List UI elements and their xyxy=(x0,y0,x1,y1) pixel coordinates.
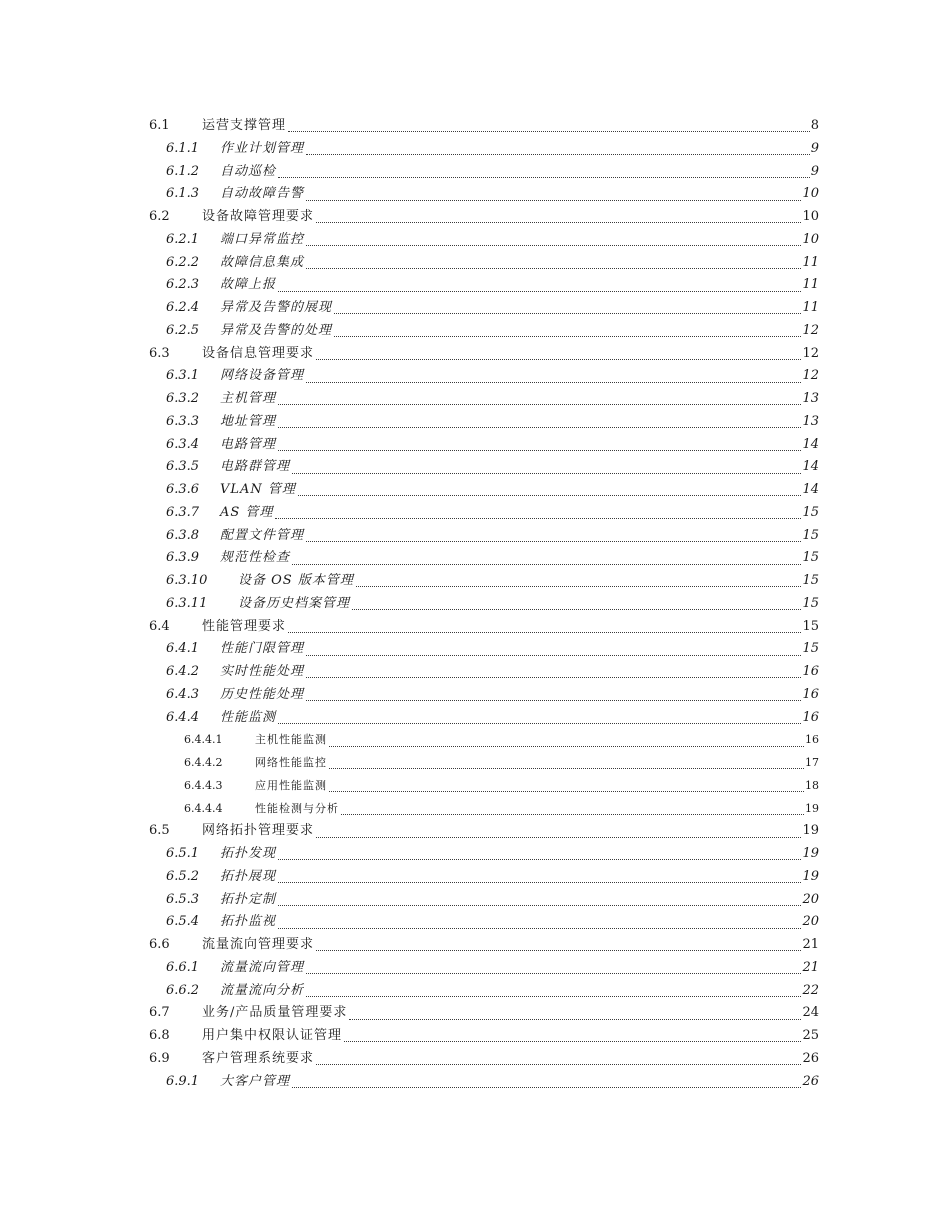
toc-entry-page-number: 10 xyxy=(802,231,819,247)
toc-entry[interactable] xyxy=(0,502,950,525)
toc-entry-line xyxy=(220,547,819,570)
toc-entry-page-number: 11 xyxy=(802,254,819,270)
toc-entry-number: 6.2 xyxy=(149,209,170,224)
toc-entry-number: 6.4.4.1 xyxy=(184,733,223,747)
toc-entry-number: 6.6.2 xyxy=(166,982,200,998)
table-of-contents xyxy=(0,115,950,1093)
toc-entry-number: 6.4.4.2 xyxy=(184,756,223,769)
toc-entry-page-number: 20 xyxy=(802,914,819,930)
dot-leader xyxy=(329,745,804,747)
toc-entry-page-number: 15 xyxy=(802,504,819,520)
toc-entry-number: 6.4.2 xyxy=(166,664,200,679)
dot-leader xyxy=(356,585,802,587)
toc-entry[interactable] xyxy=(0,1048,950,1071)
dot-leader xyxy=(306,540,801,542)
toc-entry-line xyxy=(220,297,819,320)
toc-entry-line xyxy=(238,570,819,593)
toc-entry-number: 6.5.2 xyxy=(166,868,200,884)
toc-entry[interactable] xyxy=(0,638,950,661)
dot-leader xyxy=(278,403,801,405)
toc-entry-line xyxy=(220,866,819,889)
toc-entry-number: 6.1 xyxy=(149,118,170,133)
toc-entry-line xyxy=(202,343,819,366)
toc-entry-page-number: 12 xyxy=(802,322,819,338)
toc-entry-number: 6.6 xyxy=(149,937,170,952)
toc-entry-page-number: 19 xyxy=(802,846,819,861)
toc-entry[interactable] xyxy=(0,820,950,843)
toc-entry-number: 6.2.2 xyxy=(166,254,200,270)
toc-entry-number: 6.5 xyxy=(149,823,170,839)
toc-entry-number: 6.7 xyxy=(149,1005,170,1021)
toc-entry-title[interactable]: AS 管理 xyxy=(220,504,274,520)
toc-entry[interactable] xyxy=(0,547,950,570)
toc-entry-title[interactable]: 电路群管理 xyxy=(220,459,291,475)
toc-entry-page-number: 14 xyxy=(802,459,819,475)
toc-entry-title[interactable]: 拓扑发现 xyxy=(220,846,277,861)
toc-entry[interactable] xyxy=(0,365,950,388)
toc-entry-title[interactable]: 性能监测 xyxy=(220,709,277,725)
toc-entry[interactable] xyxy=(0,388,950,411)
toc-entry-page-number: 12 xyxy=(802,345,819,361)
toc-entry-number: 6.1.2 xyxy=(166,163,200,179)
toc-entry-title[interactable]: 自动故障告警 xyxy=(220,186,305,202)
toc-entry-number: 6.3.1 xyxy=(166,368,200,384)
toc-entry-line xyxy=(220,957,819,980)
toc-entry-line xyxy=(220,843,819,866)
dot-leader xyxy=(306,381,801,383)
toc-entry-line xyxy=(220,320,819,343)
toc-entry-title[interactable]: 历史性能处理 xyxy=(220,686,305,702)
toc-entry-page-number: 15 xyxy=(802,641,819,657)
toc-entry-line xyxy=(220,274,819,297)
toc-entry-title[interactable]: 自动巡检 xyxy=(220,163,277,179)
toc-entry-line xyxy=(220,388,819,411)
toc-entry-page-number: 11 xyxy=(802,300,819,315)
dot-leader xyxy=(316,836,801,838)
dot-leader xyxy=(306,153,810,155)
toc-entry[interactable] xyxy=(0,866,950,889)
toc-entry-line xyxy=(220,161,819,184)
toc-entry-title[interactable]: 拓扑展现 xyxy=(220,868,277,884)
dot-leader xyxy=(329,767,804,769)
dot-leader xyxy=(278,176,810,178)
toc-entry-page-number: 15 xyxy=(802,573,819,588)
dot-leader xyxy=(288,631,801,633)
toc-entry-line xyxy=(220,684,819,707)
toc-entry-number: 6.3.11 xyxy=(166,595,208,611)
toc-entry-number: 6.4.3 xyxy=(166,686,200,702)
dot-leader xyxy=(316,221,801,223)
toc-entry-title[interactable]: 网络性能监控 xyxy=(255,756,327,769)
toc-entry-title[interactable]: 用户集中权限认证管理 xyxy=(202,1028,343,1043)
toc-entry-page-number: 26 xyxy=(802,1050,819,1066)
toc-entry[interactable] xyxy=(0,752,950,775)
toc-entry-title[interactable]: 地址管理 xyxy=(220,413,277,429)
dot-leader xyxy=(352,608,801,610)
toc-entry-number: 6.4.4 xyxy=(166,709,200,725)
toc-entry-title[interactable]: 流量流向分析 xyxy=(220,982,305,998)
toc-entry-number: 6.6.1 xyxy=(166,959,200,975)
toc-entry[interactable] xyxy=(0,911,950,934)
toc-entry[interactable] xyxy=(0,206,950,229)
toc-entry-number: 6.2.4 xyxy=(166,300,200,315)
toc-entry-line xyxy=(255,729,819,752)
toc-entry-line xyxy=(220,502,819,525)
toc-entry-page-number: 19 xyxy=(802,868,819,884)
dot-leader xyxy=(278,904,801,906)
toc-entry-line xyxy=(220,1071,819,1094)
toc-entry-title[interactable]: 异常及告警的展现 xyxy=(220,300,333,315)
toc-entry-number: 6.3.6 xyxy=(166,482,200,497)
toc-entry-page-number: 10 xyxy=(802,209,819,224)
toc-entry-number: 6.5.3 xyxy=(166,891,200,907)
toc-entry[interactable] xyxy=(0,525,950,548)
dot-leader xyxy=(316,949,801,951)
toc-entry[interactable] xyxy=(0,411,950,434)
toc-entry[interactable] xyxy=(0,729,950,752)
toc-entry-number: 6.3.7 xyxy=(166,504,200,520)
toc-entry-number: 6.4.1 xyxy=(166,641,200,657)
toc-entry-line xyxy=(220,911,819,934)
toc-entry-title[interactable]: 客户管理系统要求 xyxy=(202,1050,315,1066)
toc-entry-page-number: 12 xyxy=(802,368,819,384)
dot-leader xyxy=(292,1086,801,1088)
toc-entry[interactable] xyxy=(0,115,950,138)
dot-leader xyxy=(329,790,804,792)
toc-entry-title[interactable]: 大客户管理 xyxy=(220,1073,291,1089)
toc-entry-line xyxy=(202,115,819,138)
toc-entry[interactable] xyxy=(0,229,950,252)
toc-entry-number: 6.2.1 xyxy=(166,231,200,247)
dot-leader xyxy=(334,312,801,314)
toc-entry-page-number: 11 xyxy=(802,277,819,293)
dot-leader xyxy=(306,699,801,701)
toc-entry[interactable] xyxy=(0,297,950,320)
toc-entry-title[interactable]: 性能管理要求 xyxy=(202,618,287,634)
toc-entry[interactable] xyxy=(0,343,950,366)
toc-entry-line xyxy=(202,206,819,229)
toc-entry-line xyxy=(238,593,819,616)
toc-entry-line xyxy=(255,775,819,798)
toc-entry-line xyxy=(220,411,819,434)
dot-leader xyxy=(292,472,801,474)
toc-entry-page-number: 20 xyxy=(802,891,819,907)
dot-leader xyxy=(306,244,801,246)
toc-entry-title[interactable]: 流量流向管理 xyxy=(220,959,305,975)
dot-leader xyxy=(278,449,801,451)
toc-entry[interactable] xyxy=(0,570,950,593)
toc-entry-page-number: 9 xyxy=(810,163,819,179)
toc-entry[interactable] xyxy=(0,843,950,866)
toc-entry-number: 6.2.3 xyxy=(166,277,200,293)
toc-entry-number: 6.2.5 xyxy=(166,322,200,338)
dot-leader xyxy=(316,1063,801,1065)
toc-entry-title[interactable]: 端口异常监控 xyxy=(220,231,305,247)
toc-entry-title[interactable]: 性能门限管理 xyxy=(220,641,305,657)
dot-leader xyxy=(306,654,801,656)
toc-entry-title[interactable]: 电路管理 xyxy=(220,436,277,452)
toc-entry-title[interactable]: 业务/产品质量管理要求 xyxy=(202,1005,348,1021)
toc-entry-number: 6.1.1 xyxy=(166,140,200,156)
toc-entry-page-number: 15 xyxy=(802,595,819,611)
dot-leader xyxy=(292,563,801,565)
toc-entry-title[interactable]: 主机管理 xyxy=(220,391,277,406)
toc-entry[interactable] xyxy=(0,274,950,297)
toc-entry-line xyxy=(220,661,819,684)
toc-entry-title[interactable]: 异常及告警的处理 xyxy=(220,322,333,338)
toc-entry-page-number: 25 xyxy=(802,1028,819,1043)
toc-entry-line xyxy=(202,820,819,843)
dot-leader xyxy=(278,290,801,292)
toc-entry-line xyxy=(220,365,819,388)
toc-entry-title[interactable]: 设备 OS 版本管理 xyxy=(238,573,354,588)
toc-entry-title[interactable]: 故障上报 xyxy=(220,277,277,293)
toc-entry-line xyxy=(255,752,819,775)
dot-leader xyxy=(344,1040,801,1042)
dot-leader xyxy=(306,199,801,201)
toc-entry[interactable] xyxy=(0,320,950,343)
toc-entry-number: 6.3 xyxy=(149,345,170,361)
toc-entry-number: 6.3.5 xyxy=(166,459,200,475)
toc-entry-page-number: 13 xyxy=(802,413,819,429)
toc-entry-number: 6.3.2 xyxy=(166,391,200,406)
toc-entry-line xyxy=(202,1025,819,1048)
toc-entry-page-number: 8 xyxy=(810,118,819,133)
dot-leader xyxy=(349,1018,801,1020)
toc-entry-line xyxy=(220,479,819,502)
toc-entry[interactable] xyxy=(0,434,950,457)
toc-entry[interactable] xyxy=(0,456,950,479)
toc-entry-number: 6.4.4.4 xyxy=(184,801,223,815)
toc-entry[interactable] xyxy=(0,252,950,275)
toc-entry-page-number: 18 xyxy=(805,778,819,792)
dot-leader xyxy=(334,335,801,337)
toc-entry[interactable] xyxy=(0,161,950,184)
dot-leader xyxy=(306,676,801,678)
toc-entry-line xyxy=(220,183,819,206)
toc-entry-title[interactable]: 网络拓扑管理要求 xyxy=(202,823,315,839)
toc-entry-title[interactable]: 设备历史档案管理 xyxy=(238,595,351,611)
toc-entry[interactable] xyxy=(0,616,950,639)
toc-entry[interactable] xyxy=(0,479,950,502)
toc-entry-line xyxy=(202,934,819,957)
toc-entry[interactable] xyxy=(0,707,950,730)
dot-leader xyxy=(288,130,810,132)
dot-leader xyxy=(278,927,801,929)
toc-entry-page-number: 24 xyxy=(802,1005,819,1021)
toc-entry-title[interactable]: 网络设备管理 xyxy=(220,368,305,384)
toc-entry-line xyxy=(202,1048,819,1071)
toc-entry-page-number: 26 xyxy=(802,1073,819,1089)
toc-entry[interactable] xyxy=(0,798,950,821)
toc-entry-page-number: 14 xyxy=(802,436,819,452)
toc-entry-number: 6.1.3 xyxy=(166,186,200,202)
toc-entry-line xyxy=(220,638,819,661)
toc-entry[interactable] xyxy=(0,138,950,161)
toc-entry-title[interactable]: 主机性能监测 xyxy=(255,733,327,747)
toc-entry-page-number: 19 xyxy=(802,823,819,839)
toc-entry-line xyxy=(220,229,819,252)
dot-leader xyxy=(306,972,801,974)
toc-entry-page-number: 10 xyxy=(802,186,819,202)
dot-leader xyxy=(278,858,801,860)
toc-entry-page-number: 17 xyxy=(805,756,819,769)
toc-entry-number: 6.3.10 xyxy=(166,573,208,588)
toc-entry-number: 6.8 xyxy=(149,1028,170,1043)
toc-entry-number: 6.5.4 xyxy=(166,914,200,930)
toc-entry-title[interactable]: 实时性能处理 xyxy=(220,664,305,679)
toc-entry-page-number: 15 xyxy=(802,550,819,566)
toc-entry-number: 6.4 xyxy=(149,618,170,634)
toc-entry-number: 6.3.8 xyxy=(166,527,200,543)
toc-entry-title[interactable]: 运营支撑管理 xyxy=(202,118,287,133)
toc-entry[interactable] xyxy=(0,183,950,206)
toc-entry-line xyxy=(220,456,819,479)
toc-entry-number: 6.4.4.3 xyxy=(184,778,223,792)
toc-entry-title[interactable]: 应用性能监测 xyxy=(255,778,327,792)
toc-entry[interactable] xyxy=(0,661,950,684)
toc-entry[interactable] xyxy=(0,1002,950,1025)
dot-leader xyxy=(306,267,801,269)
toc-entry-line xyxy=(220,252,819,275)
toc-entry[interactable] xyxy=(0,957,950,980)
dot-leader xyxy=(298,494,802,496)
toc-entry-number: 6.3.9 xyxy=(166,550,200,566)
dot-leader xyxy=(341,813,804,815)
toc-entry-line xyxy=(220,980,819,1003)
dot-leader xyxy=(278,881,801,883)
toc-entry-line xyxy=(202,616,819,639)
toc-entry-page-number: 13 xyxy=(802,391,819,406)
toc-entry-line xyxy=(220,138,819,161)
toc-entry-number: 6.9 xyxy=(149,1050,170,1066)
toc-entry-title[interactable]: 配置文件管理 xyxy=(220,527,305,543)
toc-entry-page-number: 22 xyxy=(802,982,819,998)
toc-entry[interactable] xyxy=(0,889,950,912)
toc-entry-number: 6.3.4 xyxy=(166,436,200,452)
toc-entry-title[interactable]: 规范性检查 xyxy=(220,550,291,566)
toc-entry-title[interactable]: 作业计划管理 xyxy=(220,140,305,156)
toc-entry[interactable] xyxy=(0,1071,950,1094)
toc-entry[interactable] xyxy=(0,593,950,616)
toc-entry-page-number: 14 xyxy=(802,482,819,497)
toc-entry-number: 6.9.1 xyxy=(166,1073,200,1089)
toc-entry-title[interactable]: VLAN 管理 xyxy=(220,482,296,497)
toc-entry-title[interactable]: 拓扑监视 xyxy=(220,914,277,930)
toc-entry-page-number: 16 xyxy=(805,733,819,747)
toc-entry[interactable] xyxy=(0,1025,950,1048)
toc-entry-page-number: 16 xyxy=(802,664,819,679)
toc-entry-title[interactable]: 性能检测与分析 xyxy=(255,801,339,815)
dot-leader xyxy=(316,358,801,360)
toc-entry-page-number: 21 xyxy=(802,959,819,975)
toc-entry-page-number: 16 xyxy=(802,709,819,725)
toc-entry-title[interactable]: 设备故障管理要求 xyxy=(202,209,315,224)
toc-entry-title[interactable]: 拓扑定制 xyxy=(220,891,277,907)
toc-entry[interactable] xyxy=(0,775,950,798)
toc-entry-title[interactable]: 流量流向管理要求 xyxy=(202,937,315,952)
toc-entry-page-number: 9 xyxy=(810,140,819,156)
toc-entry-title[interactable]: 设备信息管理要求 xyxy=(202,345,315,361)
toc-entry-number: 6.5.1 xyxy=(166,846,200,861)
dot-leader xyxy=(306,995,801,997)
toc-entry-line xyxy=(220,434,819,457)
toc-entry-page-number: 19 xyxy=(805,801,819,815)
toc-entry-line xyxy=(220,707,819,730)
toc-entry-number: 6.3.3 xyxy=(166,413,200,429)
dot-leader xyxy=(278,426,801,428)
dot-leader xyxy=(275,517,801,519)
dot-leader xyxy=(278,722,801,724)
toc-entry-line xyxy=(220,525,819,548)
toc-entry-page-number: 16 xyxy=(802,686,819,702)
toc-entry[interactable] xyxy=(0,934,950,957)
toc-entry-line xyxy=(202,1002,819,1025)
toc-entry[interactable] xyxy=(0,684,950,707)
toc-entry-page-number: 15 xyxy=(802,618,819,634)
toc-entry[interactable] xyxy=(0,980,950,1003)
toc-entry-line xyxy=(220,889,819,912)
toc-entry-line xyxy=(255,798,819,821)
toc-entry-page-number: 21 xyxy=(802,937,819,952)
toc-entry-title[interactable]: 故障信息集成 xyxy=(220,254,305,270)
toc-entry-page-number: 15 xyxy=(802,527,819,543)
